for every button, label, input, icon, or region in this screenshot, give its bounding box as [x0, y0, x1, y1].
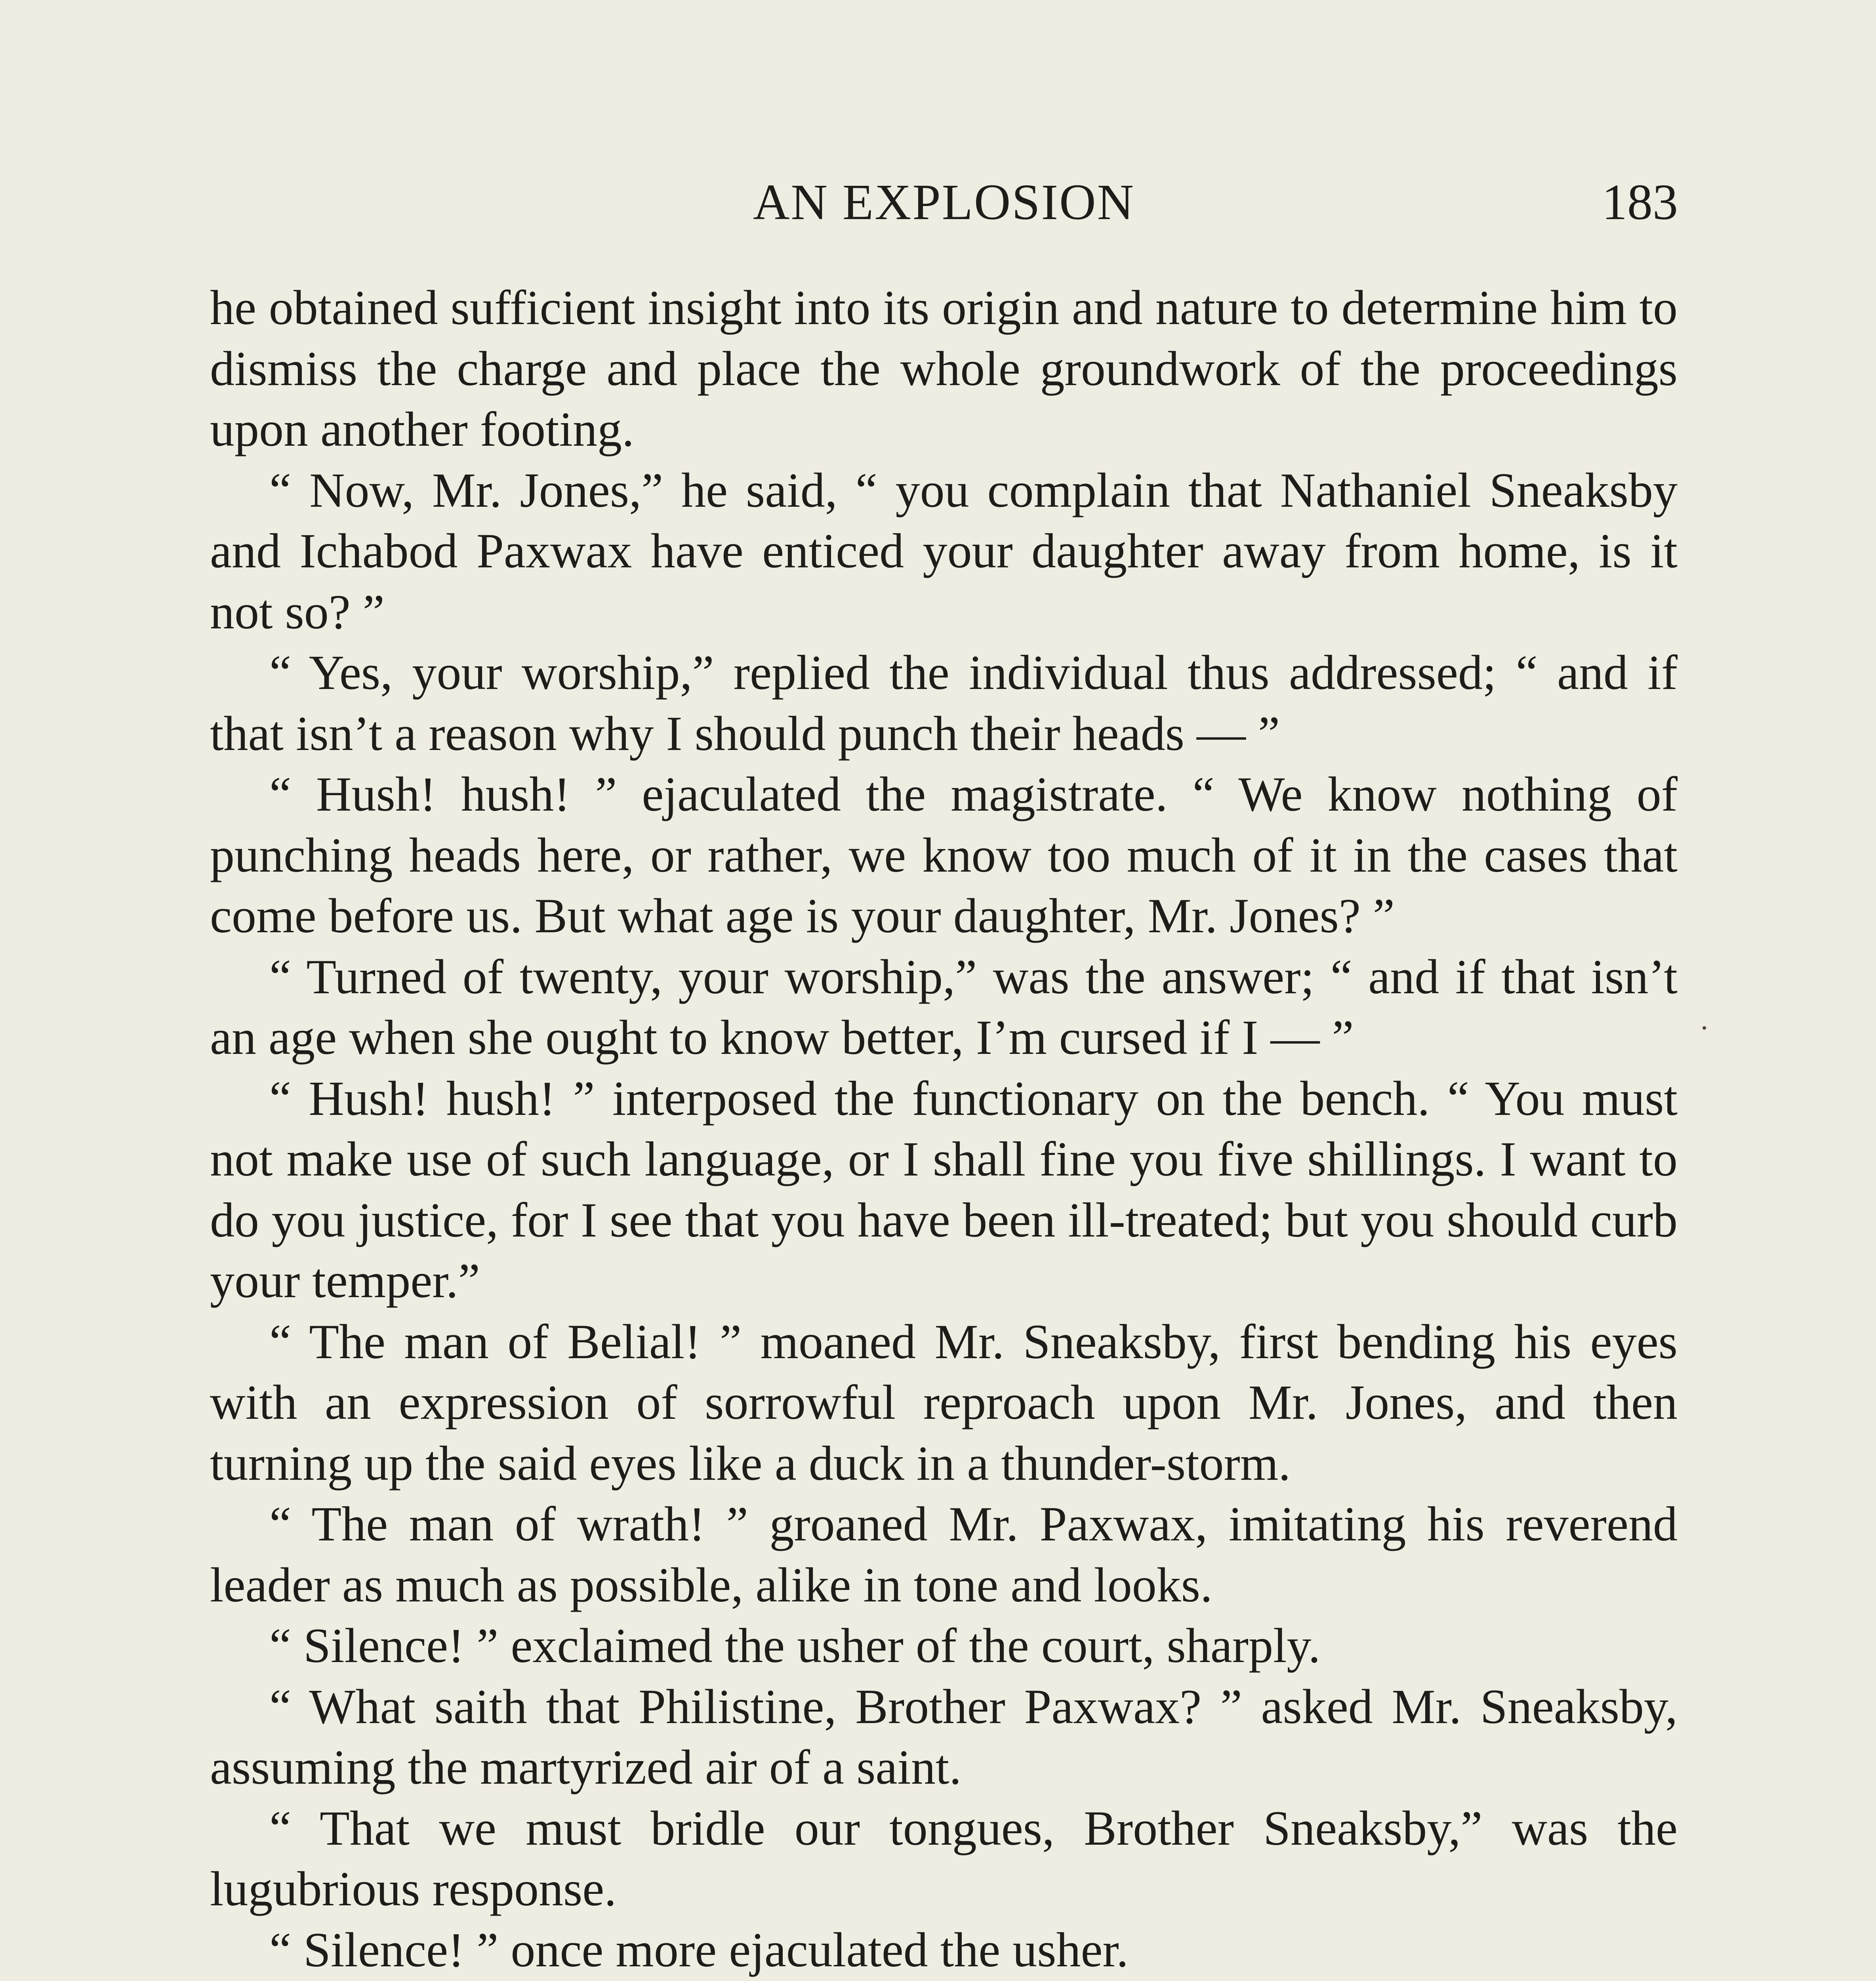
paragraph: “ Now, Mr. Jones,” he said, “ you complain that Nathaniel Sneaksby and Ichabod Paxwax have enticed your daughter away from home, is it not so? ” [210, 463, 1678, 639]
paragraph: “ Yes, your worship,” replied the individual thus addressed; “ and if that isn’t a reason why I should punch their heads — ” [210, 645, 1678, 761]
running-title: AN EXPLOSION [753, 174, 1135, 230]
ink-speck [1703, 1026, 1706, 1030]
paragraph: “ Hush! hush! ” interposed the functionary on the bench. “ You must not make use of such language, or I shall fine you five shillings. I want to do you justice, for I see that you have been ill-treated; but you should curb your temper.” [210, 1071, 1678, 1308]
paragraph: “ Hush! hush! ” ejaculated the magistrate. “ We know nothing of punching heads here, or rather, we know too much of it in the cases that come before us. But what age is your daughter, Mr. Jones? ” [210, 767, 1678, 943]
paragraph: “ That we must bridle our tongues, Brother Sneaksby,” was the lugubrious response. [210, 1801, 1678, 1916]
paragraph: “ The man of Belial! ” moaned Mr. Sneaksby, first bending his eyes with an expression of sorrowful reproach upon Mr. Jones, and then turning up the said eyes like a duck in a thunder-storm. [210, 1314, 1678, 1491]
paragraph: “ Turned of twenty, your worship,” was the answer; “ and if that isn’t an age when she ought to know better, I’m cursed if I — ” [210, 949, 1678, 1065]
paragraph: “ Silence! ” exclaimed the usher of the court, sharply. [269, 1618, 1321, 1673]
running-header [210, 168, 1678, 236]
body-text [210, 277, 1678, 1981]
paragraph: “ The man of wrath! ” groaned Mr. Paxwax, imitating his reverend leader as much as possible, alike in tone and looks. [210, 1497, 1678, 1612]
paragraph: “ Silence! ” once more ejaculated the usher. [269, 1922, 1129, 1977]
paragraph: “ What saith that Philistine, Brother Paxwax? ” asked Mr. Sneaksby, assuming the martyrized air of a saint. [210, 1679, 1678, 1794]
paragraph: he obtained sufficient insight into its origin and nature to determine him to dismiss the charge and place the whole groundwork of the proceedings upon another footing. [210, 281, 1678, 456]
page-number: 183 [1602, 174, 1678, 230]
